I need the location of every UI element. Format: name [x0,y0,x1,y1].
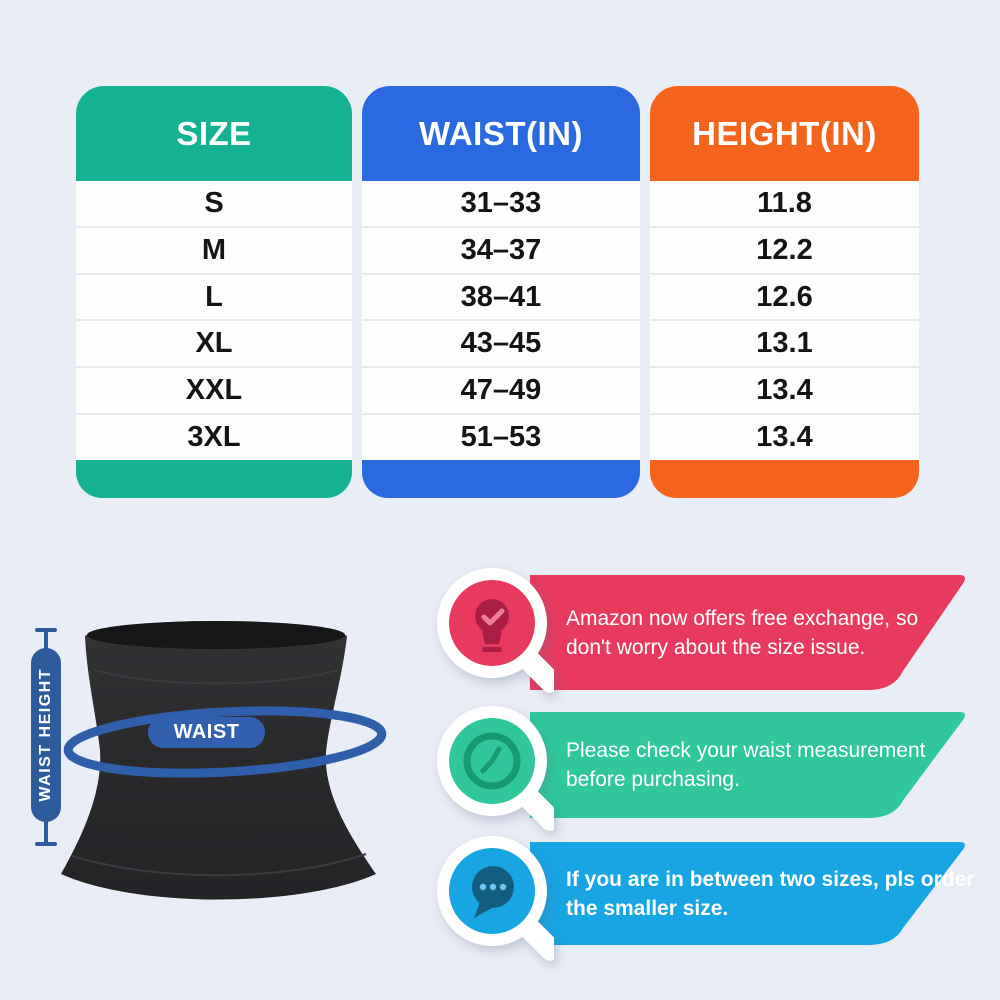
table-row: 31–33 [362,181,640,228]
column-header-height: HEIGHT(IN) [650,86,919,181]
table-row: M [76,228,352,275]
table-row: XXL [76,368,352,415]
waist-label: WAIST [173,721,240,743]
table-row: 51–53 [362,415,640,460]
table-column-waist [362,86,640,498]
callout-text: If you are in between two sizes, pls order the smaller size. [566,867,975,920]
table-column-height [650,86,919,498]
table-row: 13.4 [650,415,919,460]
clock-icon [430,702,554,852]
table-row: XL [76,321,352,368]
callout-between-sizes [0,831,1000,966]
table-row: 3XL [76,415,352,460]
chat-dots-icon [430,832,554,982]
table-row: 34–37 [362,228,640,275]
callout-free-exchange [0,563,1000,698]
size-table [76,86,919,498]
table-row: S [76,181,352,228]
waist-height-label: WAIST HEIGHT [37,668,54,802]
table-column-size [76,86,352,498]
table-row: 47–49 [362,368,640,415]
table-row: 12.6 [650,275,919,322]
table-row: 13.1 [650,321,919,368]
lightbulb-check-icon [430,564,554,714]
table-row: 13.4 [650,368,919,415]
table-row: 11.8 [650,181,919,228]
column-footer-waist [362,460,640,498]
callout-check-measurement [0,701,1000,836]
callout-text: Amazon now offers free exchange, so don't worry about the size issue. [566,606,919,659]
callout-text: Please check your waist measurement before purchasing. [566,739,926,791]
column-header-waist: WAIST(IN) [362,86,640,181]
table-row: L [76,275,352,322]
table-row: 43–45 [362,321,640,368]
column-header-size: SIZE [76,86,352,181]
table-row: 38–41 [362,275,640,322]
column-footer-size [76,460,352,498]
column-footer-height [650,460,919,498]
table-row: 12.2 [650,228,919,275]
